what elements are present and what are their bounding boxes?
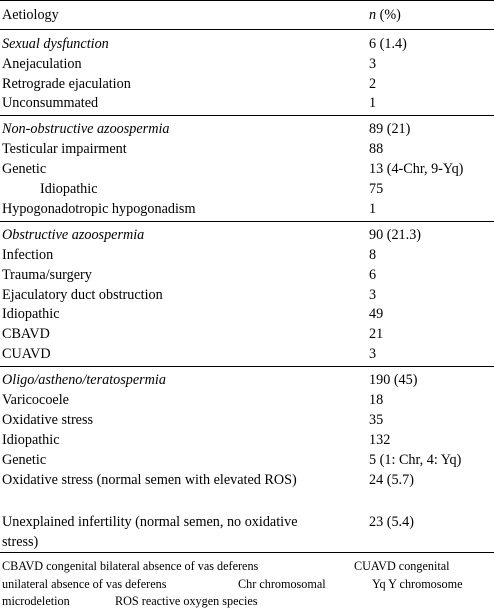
table-row [0,324,494,344]
table-row [0,512,494,552]
row-value: 88 [369,141,384,157]
footnote-text: unilateral absence of vas deferens [2,576,167,591]
row-label: Genetic [2,161,47,177]
table-row [0,265,494,285]
row-label: Oxidative stress (normal semen with elevated ROS) [2,472,297,488]
row-label: Sexual dysfunction [2,36,109,52]
row-label: Idiopathic [2,306,60,322]
row-label: Hypogonadotropic hypogonadism [2,201,196,217]
table-footnote [2,558,490,611]
section-rule [0,115,494,116]
row-value: 90 (21.3) [369,227,422,243]
row-value: 6 [369,267,377,283]
row-label: Infection [2,247,54,263]
table-row [0,54,494,74]
row-value: 75 [369,181,384,197]
section-rule [0,366,494,367]
table-row [0,199,494,219]
row-value: 49 [369,306,384,322]
row-value: 18 [369,392,384,408]
section-rule [0,221,494,222]
row-value: 6 (1.4) [369,36,407,52]
table-row [0,34,494,54]
row-value: 132 [369,432,391,448]
header-n: n [369,7,377,23]
row-label: Anejaculation [2,56,82,72]
table-row [0,390,494,410]
row-label: Retrograde ejaculation [2,76,131,92]
table-row [0,410,494,430]
row-label: Idiopathic [40,181,98,197]
row-label: CBAVD [2,326,50,342]
row-value: 13 (4-Chr, 9-Yq) [369,161,464,177]
header-rule [0,29,494,30]
row-label: Oligo/astheno/teratospermia [2,372,166,388]
footnote-text: Yq Y chromosome [372,576,463,591]
row-label: Ejaculatory duct obstruction [2,287,163,303]
row-value: 35 [369,412,384,428]
row-value: 3 [369,287,377,303]
header-percent: (%) [376,7,401,23]
table-row [0,285,494,305]
table-row [0,370,494,390]
row-label: Unconsummated [2,95,99,111]
footnote-text: ROS reactive oxygen species [115,594,258,608]
row-value: 1 [369,201,377,217]
row-label: Genetic [2,452,47,468]
table-row [0,450,494,470]
footnote-text: CBAVD congenital bilateral absence of vas deferens [2,559,259,573]
table-row [0,93,494,113]
row-label: Non-obstructive azoospermia [2,121,170,137]
top-rule [0,0,494,1]
table-row [0,119,494,139]
row-label: Unexplained infertility (normal semen, no oxidative stress) [2,514,298,550]
table-row [0,304,494,324]
row-value: 190 (45) [369,372,418,388]
table-row [0,159,494,179]
table-row [0,430,494,450]
header-aetiology: Aetiology [2,7,59,23]
row-label: Idiopathic [2,432,60,448]
row-label: Testicular impairment [2,141,127,157]
row-value: 21 [369,326,384,342]
bottom-rule [0,552,494,553]
footnote-text: CUAVD congenital [354,559,450,573]
table-row [0,225,494,245]
row-value: 3 [369,346,377,362]
row-label: Varicocoele [2,392,69,408]
row-value: 1 [369,95,377,111]
table-row [0,74,494,94]
row-value: 24 (5.7) [369,472,414,488]
row-value: 2 [369,76,377,92]
table-row [0,245,494,265]
footnote-line [2,576,490,594]
row-value: 3 [369,56,377,72]
footnote-text: microdeletion [2,594,70,608]
table-row [0,139,494,159]
footnote-line [2,558,490,576]
header-n-percent [369,5,401,25]
row-label: Obstructive azoospermia [2,227,145,243]
header-row [0,5,494,25]
row-label: Oxidative stress [2,412,94,428]
row-value: 5 (1: Chr, 4: Yq) [369,452,462,468]
footnote-text: Chr chromosomal [238,576,326,591]
table-row [0,344,494,364]
row-value: 8 [369,247,377,263]
row-label: Trauma/surgery [2,267,92,283]
table-row [0,179,494,199]
row-value: 89 (21) [369,121,411,137]
row-value: 23 (5.4) [369,514,414,530]
footnote-line [2,593,490,611]
table-row [0,470,494,510]
row-label: CUAVD [2,346,51,362]
